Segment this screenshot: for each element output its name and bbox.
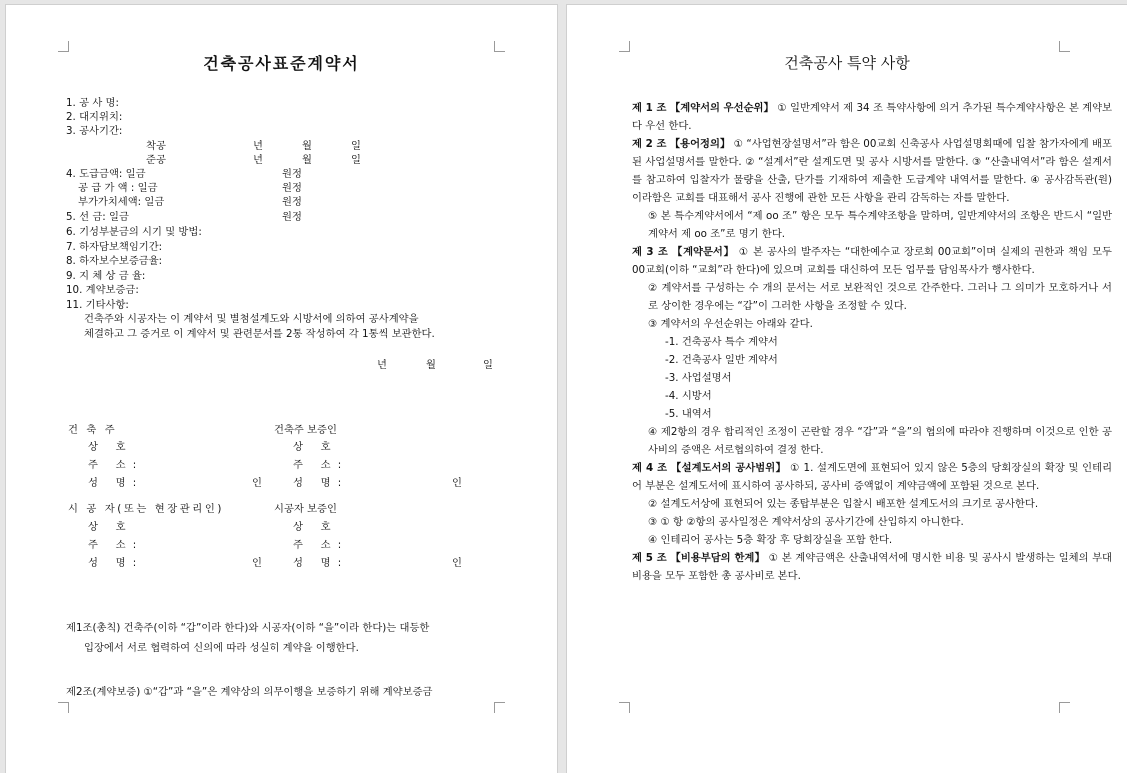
article-heading: 【설계도서의 공사범위】 [670,462,787,474]
margin-mark [494,702,505,713]
article-text: ① 본 공사의 발주자는 “대한예수교 장로회 00교회”이며 실제의 권한과 책임 모두 00교회(이하 “교회”라 한다)에 있으며 교회를 대신하여 모든 업무를 담임목사가 행사한다. [632,246,1112,276]
article-paragraph: ③ 계약서의 우선순위는 아래와 같다. [648,318,813,330]
margin-mark [1059,41,1070,52]
article-3 [632,243,1112,459]
unit-won: 원정 [282,168,302,180]
article-2 [632,135,1112,243]
article-4 [632,459,1112,549]
guarantor-address: 주 소: [293,459,349,471]
list-item: -4. 시방서 [665,390,712,402]
article-paragraph: ⑤ 본 특수계약서에서 “제 oo 조” 항은 모두 특수계약조항을 말하며, 일반계약서의 조항은 반드시 “일반계약서 제 oo 조”로 명기 한다. [648,210,1112,240]
item-delay-penalty: 9. 지 체 상 금 율: [66,270,146,282]
list-item: -1. 건축공사 특수 계약서 [665,336,778,348]
article-5 [632,549,1112,585]
item-period: 3. 공사기간: [66,125,123,137]
list-item: -5. 내역서 [665,408,712,420]
item-site-location: 2. 대지위치: [66,111,123,123]
article-paragraph: ② 설계도서상에 표현되어 있는 종탑부분은 입찰시 배포한 설계도서의 크기로 공사한다. [648,498,1039,510]
article-paragraph: ③ ① 항 ②항의 공사일정은 계약서상의 공사기간에 산입하지 아니한다. [648,516,964,528]
owner-heading: 건 축 주 [68,424,118,436]
article-number: 제 1 조 [632,102,667,114]
article-number: 제 5 조 [632,552,667,564]
owner-company: 상 호 [88,441,133,453]
seal-mark: 인 [252,557,262,569]
end-label: 준공 [146,154,166,166]
article-text: ① 일반계약서 제 34 조 특약사항에 의거 추가된 특수계약사항은 본 계약보다 우선 한다. [632,102,1112,132]
contractor-company: 상 호 [88,521,133,533]
contractor-guarantor-heading: 시공자 보증인 [274,503,337,515]
item-warranty-period: 7. 하자담보책임기간: [66,241,163,253]
owner-address: 주 소: [88,459,144,471]
item-other: 11. 기타사항: [66,299,129,311]
owner-guarantor-heading: 건축주 보증인 [274,424,337,436]
owner-name: 성 명: [88,477,144,489]
guarantor-company: 상 호 [293,441,338,453]
month-label: 월 [302,154,312,166]
date-year: 년 [377,359,387,371]
day-label: 일 [351,154,361,166]
unit-won: 원정 [282,211,302,223]
item-vat: 부가가치세액: 일금 [78,196,165,208]
page-title: 건축공사 특약 사항 [784,54,910,72]
date-day: 일 [483,359,493,371]
year-label: 년 [253,154,263,166]
item-warranty-deposit: 8. 하자보수보증금율: [66,255,163,267]
item-advance: 5. 선 금: 일금 [66,211,129,223]
contractor-heading: 시 공 자(또는 현장관리인) [68,503,224,515]
document-page-right [567,5,1127,773]
margin-mark [619,702,630,713]
item-contract-deposit: 10. 계약보증금: [66,284,139,296]
month-label: 월 [302,140,312,152]
margin-mark [619,41,630,52]
date-month: 월 [426,359,436,371]
article-text: ① 1. 설계도면에 표현되어 있지 않은 5층의 당회장실의 확장 및 인테리어 부분은 설계도서에 표시하여 공사하되, 공사비 증액없이 계약금액에 포함된 것으로 본다. [632,462,1113,492]
article-number: 제 4 조 [632,462,668,474]
article-1-cont: 입장에서 서로 협력하여 신의에 따라 성실히 계약을 이행한다. [84,642,359,654]
unit-won: 원정 [282,196,302,208]
item-supply-value: 공 급 가 액 : 일금 [78,182,158,194]
closing-paragraph: 체결하고 그 증거로 이 계약서 및 관련문서를 2통 작성하여 각 1통씩 보관한다. [84,328,435,340]
item-contract-amount: 4. 도급금액: 일금 [66,168,146,180]
margin-mark [58,702,69,713]
article-1 [632,99,1112,135]
guarantor-name: 성 명: [293,557,349,569]
article-paragraph: ② 계약서를 구성하는 수 개의 문서는 서로 보완적인 것으로 간주한다. 그러나 그 의미가 모호하거나 서로 상이한 경우에는 “갑”이 그러한 사항을 조정할 수 있다. [648,282,1112,312]
document-page-left [6,5,557,773]
article-number: 제 3 조 [632,246,668,258]
year-label: 년 [253,140,263,152]
item-progress-payment: 6. 기성부분금의 시기 및 방법: [66,226,202,238]
article-paragraph: ④ 제2항의 경우 합리적인 조정이 곤란할 경우 “갑”과 “을”의 협의에 따라야 진행하며 이것으로 인한 공사비의 증액은 서로협의하여 결정 한다. [648,426,1112,456]
day-label: 일 [351,140,361,152]
guarantor-company: 상 호 [293,521,338,533]
guarantor-address: 주 소: [293,539,349,551]
article-heading: 【계약문서】 [671,246,735,258]
article-heading: 【용어정의】 [669,138,731,150]
seal-mark: 인 [252,477,262,489]
unit-won: 원정 [282,182,302,194]
closing-paragraph: 건축주와 시공자는 이 계약서 및 별첨설계도와 시방서에 의하여 공사계약을 [84,313,419,325]
article-text: ① “사업현장설명서”라 함은 00교회 신축공사 사업설명회때에 입찰 참가자에게 배포 된 사업설명서를 말한다. ② “설계서”란 설계도면 및 공사 시방서를 말한다. ③ “산출내역서”라 함은 설계서를 참고하여 입찰자가 물량을 산출, 단가를 기재하여 제출한 도급계약 내역서를 말한다. ④ 공사감독관(원)이라함은 교회를 대표해서 공사 진행에 관한 모든 사항을 관리 감독하는 자를 말한다. [632,138,1112,204]
item-project-name: 1. 공 사 명: [66,97,119,109]
special-terms-body [632,99,1112,585]
list-item: -2. 건축공사 일반 계약서 [665,354,778,366]
article-1: 제1조(총칙) 건축주(이하 “갑”이라 한다)와 시공자(이하 “을”이라 한다)는 대등한 [66,622,430,634]
article-number: 제 2 조 [632,138,667,150]
seal-mark: 인 [452,477,462,489]
article-paragraph: ④ 인테리어 공사는 5층 확장 후 당회장실을 포함 한다. [648,534,893,546]
start-label: 착공 [146,140,166,152]
list-item: -3. 사업설명서 [665,372,732,384]
article-heading: 【계약서의 우선순위】 [669,102,774,114]
guarantor-name: 성 명: [293,477,349,489]
margin-mark [1059,702,1070,713]
article-text: ① 본 계약금액은 산출내역서에 명시한 비용 및 공사시 발생하는 일체의 부대비용을 모두 포함한 총 공사비로 본다. [632,552,1113,582]
seal-mark: 인 [452,557,462,569]
page-title: 건축공사표준계약서 [203,54,360,73]
contractor-name: 성 명: [88,557,144,569]
article-2: 제2조(계약보증) ①“갑”과 “을”은 계약상의 의무이행을 보증하기 위해 계약보증금 [66,686,433,698]
article-heading: 【비용부담의 한계】 [670,552,766,564]
contractor-address: 주 소: [88,539,144,551]
